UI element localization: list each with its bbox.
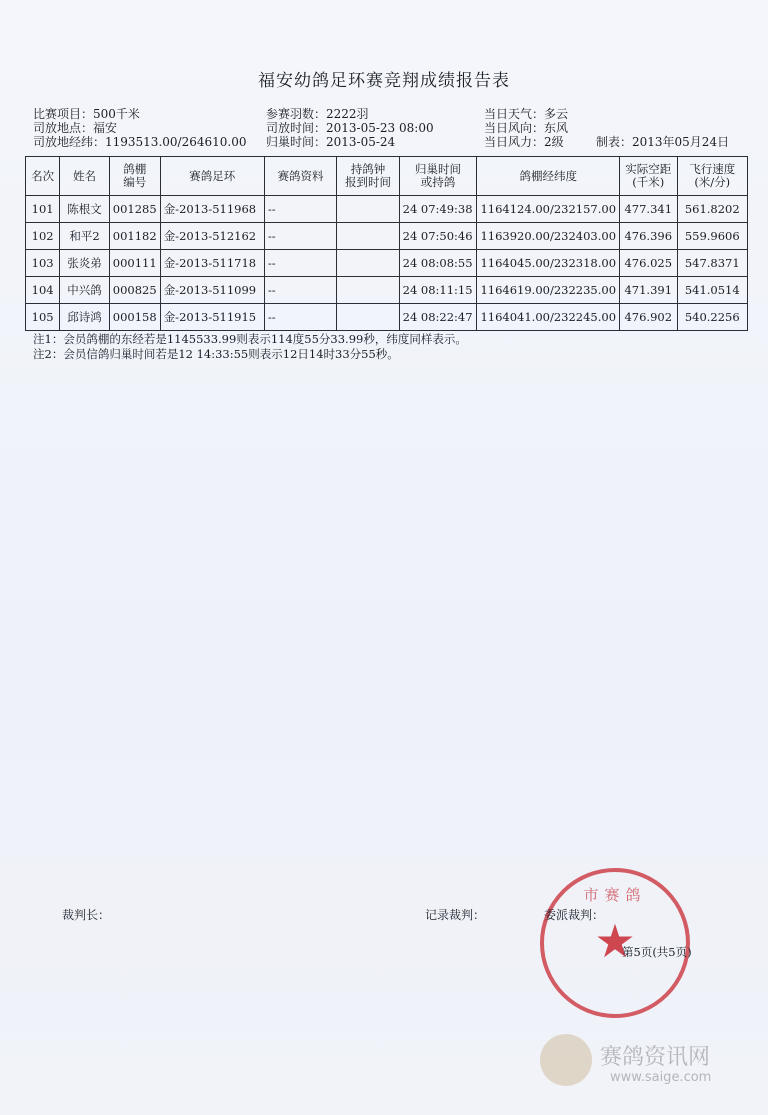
cell-ring: 金-2013-511915	[160, 304, 264, 331]
header-speed: 飞行速度 (米/分)	[677, 157, 748, 196]
cell-coords: 1163920.00/232403.00	[477, 223, 620, 250]
cell-arrive: 24 08:08:55	[399, 250, 477, 277]
cell-coords: 1164041.00/232245.00	[477, 304, 620, 331]
cell-clock	[337, 223, 399, 250]
table-row	[26, 196, 748, 223]
stamp-text: 市赛鸽	[583, 886, 647, 904]
release-time: 司放时间：2013-05-23 08:00	[266, 121, 434, 135]
cell-distance: 476.396	[620, 223, 677, 250]
header-clock: 持鸽钟 报到时间	[337, 157, 399, 196]
cell-distance: 476.025	[620, 250, 677, 277]
entries-count: 参赛羽数：2222羽	[266, 107, 369, 121]
cell-loft: 000111	[109, 250, 160, 277]
return-time: 归巢时间：2013-05-24	[266, 135, 396, 149]
cell-name: 和平2	[60, 223, 110, 250]
made-date: 制表：2013年05月24日	[596, 135, 730, 149]
cell-loft: 000825	[109, 277, 160, 304]
table-row	[26, 250, 748, 277]
cell-distance: 476.902	[620, 304, 677, 331]
cell-rank: 104	[26, 277, 60, 304]
cell-speed: 541.0514	[677, 277, 748, 304]
chief-referee-label: 裁判长：	[62, 908, 111, 922]
page-number: 第5页(共5页)	[622, 945, 692, 959]
pigeon-logo-icon	[540, 1034, 592, 1086]
results-table	[25, 156, 748, 331]
cell-speed: 540.2256	[677, 304, 748, 331]
watermark-name: 赛鸽资讯网	[600, 1045, 711, 1070]
cell-ring: 金-2013-511718	[160, 250, 264, 277]
cell-loft: 001285	[109, 196, 160, 223]
cell-rank: 105	[26, 304, 60, 331]
cell-info: --	[264, 277, 336, 304]
header-distance: 实际空距 (千米)	[620, 157, 677, 196]
cell-speed: 561.8202	[677, 196, 748, 223]
star-icon: ★	[594, 914, 636, 968]
cell-clock	[337, 250, 399, 277]
wind-direction: 当日风向：东风	[484, 121, 569, 135]
cell-speed: 547.8371	[677, 250, 748, 277]
cell-arrive: 24 07:50:46	[399, 223, 477, 250]
header-ring: 赛鸽足环	[160, 157, 264, 196]
cell-info: --	[264, 304, 336, 331]
report-title: 福安幼鸽足环赛竞翔成绩报告表	[258, 71, 510, 91]
cell-speed: 559.9606	[677, 223, 748, 250]
cell-coords: 1164124.00/232157.00	[477, 196, 620, 223]
official-stamp	[540, 868, 690, 1018]
table-row	[26, 277, 748, 304]
header-arrive: 归巢时间 或持鸽	[399, 157, 477, 196]
table-row	[26, 304, 748, 331]
cell-rank: 103	[26, 250, 60, 277]
cell-rank: 101	[26, 196, 60, 223]
watermark-url: www.saige.com	[610, 1070, 712, 1085]
cell-ring: 金-2013-511099	[160, 277, 264, 304]
note-2: 注2：会员信鸽归巢时间若是12 14:33:55则表示12日14时33分55秒。	[33, 347, 399, 361]
cell-info: --	[264, 250, 336, 277]
release-coords: 司放地经纬：1193513.00/264610.00	[33, 135, 247, 149]
wind-force: 当日风力：2级	[484, 135, 564, 149]
delegate-referee-label: 委派裁判：	[544, 908, 605, 922]
header-name: 姓名	[60, 157, 110, 196]
race-item: 比赛项目：500千米	[33, 107, 140, 121]
cell-ring: 金-2013-512162	[160, 223, 264, 250]
table-header-row	[26, 157, 748, 196]
cell-clock	[337, 277, 399, 304]
cell-arrive: 24 07:49:38	[399, 196, 477, 223]
cell-ring: 金-2013-511968	[160, 196, 264, 223]
cell-distance: 471.391	[620, 277, 677, 304]
header-info: 赛鸽资料	[264, 157, 336, 196]
release-place: 司放地点：福安	[33, 121, 118, 135]
cell-clock	[337, 196, 399, 223]
cell-arrive: 24 08:11:15	[399, 277, 477, 304]
header-loft-no: 鸽棚 编号	[109, 157, 160, 196]
cell-loft: 001182	[109, 223, 160, 250]
cell-name: 邱诗鸿	[60, 304, 110, 331]
cell-distance: 477.341	[620, 196, 677, 223]
cell-name: 张炎弟	[60, 250, 110, 277]
header-coords: 鸽棚经纬度	[477, 157, 620, 196]
cell-name: 陈根文	[60, 196, 110, 223]
cell-arrive: 24 08:22:47	[399, 304, 477, 331]
header-rank: 名次	[26, 157, 60, 196]
cell-coords: 1164045.00/232318.00	[477, 250, 620, 277]
cell-info: --	[264, 223, 336, 250]
cell-rank: 102	[26, 223, 60, 250]
cell-loft: 000158	[109, 304, 160, 331]
recorder-referee-label: 记录裁判：	[425, 908, 486, 922]
note-1: 注1：会员鸽棚的东经若是1145533.99则表示114度55分33.99秒，纬度同样表示。	[33, 332, 467, 346]
cell-coords: 1164619.00/232235.00	[477, 277, 620, 304]
weather: 当日天气：多云	[484, 107, 569, 121]
site-watermark	[540, 1030, 760, 1100]
table-row	[26, 223, 748, 250]
cell-clock	[337, 304, 399, 331]
cell-name: 中兴鸽	[60, 277, 110, 304]
cell-info: --	[264, 196, 336, 223]
